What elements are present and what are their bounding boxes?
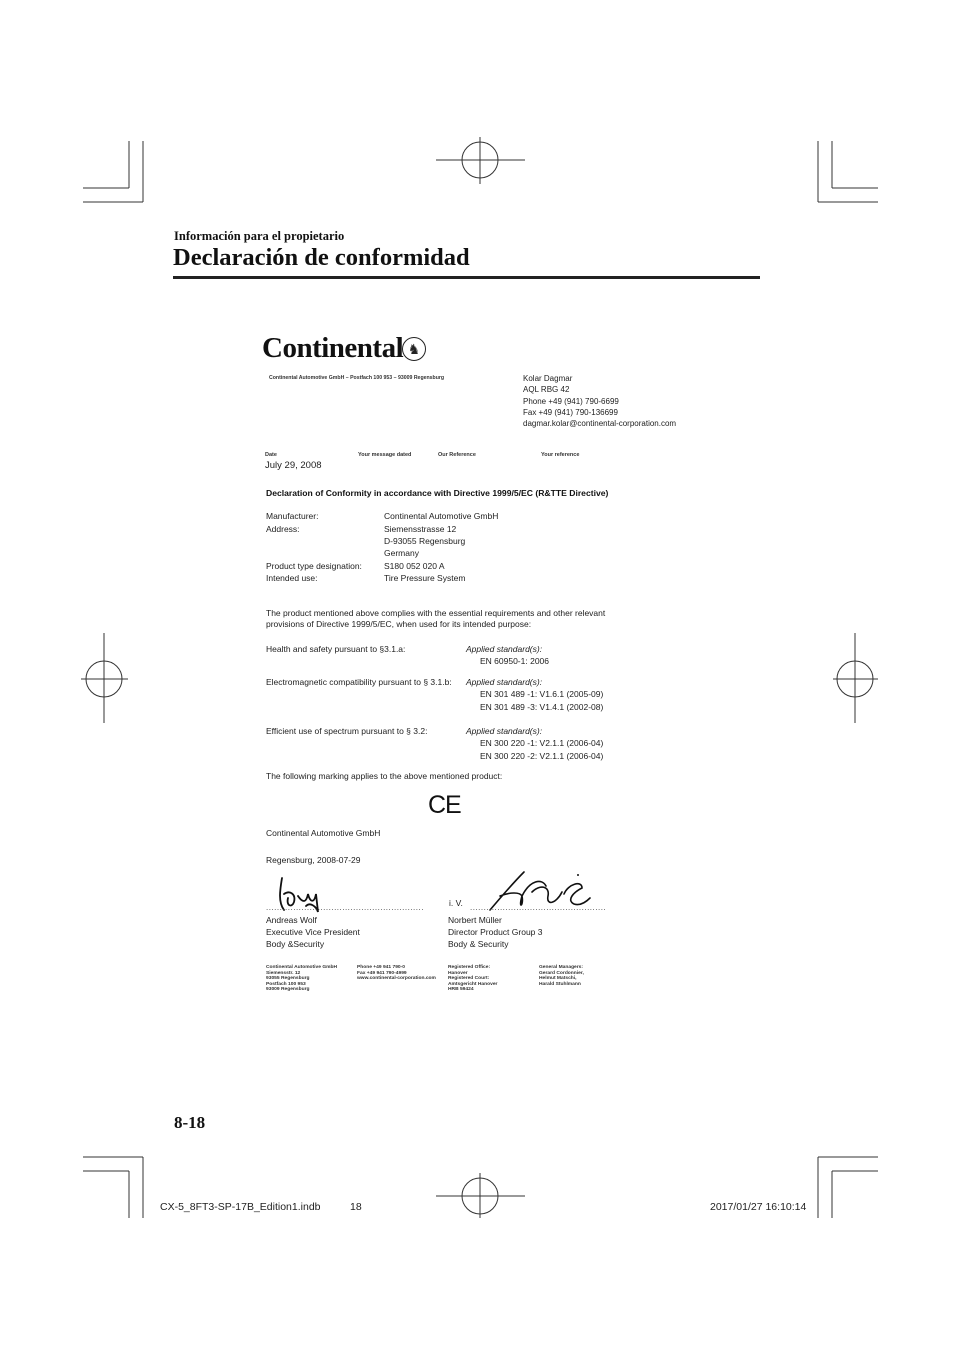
- footer-managers: [539, 965, 584, 987]
- requirement-label: Health and safety pursuant to §3.1.a:: [266, 644, 406, 654]
- print-file: CX-5_8FT3-SP-17B_Edition1.indb: [160, 1201, 321, 1213]
- compliance-statement: [266, 608, 626, 630]
- declaration-title: Declaration of Conformity in accordance with Directive 1999/5/EC (R&TTE Directive): [266, 488, 609, 498]
- footer-line: Amtsgericht Hanover: [448, 981, 498, 987]
- address-street: Siemensstrasse 12: [384, 524, 457, 534]
- manufacturer-value: Continental Automotive GmbH: [384, 511, 499, 521]
- footer-line: 93009 Regensburg: [266, 987, 310, 993]
- footer-line: Postfach 100 953: [266, 981, 306, 987]
- signatory-name: Andreas Wolf: [266, 915, 317, 925]
- contact-name: Kolar Dagmar: [523, 374, 573, 383]
- footer-company-address: [266, 965, 337, 993]
- contact-fax: Fax +49 (941) 790-136699: [523, 407, 618, 417]
- horse-emblem-icon: ♞: [402, 337, 426, 361]
- signatory-dept: Body & Security: [448, 939, 509, 950]
- section-label: Información para el propietario: [174, 229, 345, 243]
- footer-line: Fax +49 941 790-4999: [357, 970, 407, 976]
- compliance-line: The product mentioned above complies with the essential requirements and other relevant: [266, 608, 606, 618]
- footer-line: Helmut Matschi,: [539, 976, 577, 982]
- ref-header-date: Date: [265, 452, 277, 458]
- footer-line: 93055 Regensburg: [266, 976, 310, 982]
- requirement-standard: EN 60950-1: 2006: [480, 656, 549, 666]
- signature-prefix: i. V.: [449, 898, 463, 908]
- signature-line: ..........................................................: [266, 903, 424, 912]
- footer-line: Harald Stuhlmann: [539, 981, 581, 987]
- ref-header-your-reference: Your reference: [541, 452, 580, 458]
- footer-line: HRB 59424: [448, 987, 474, 993]
- requirement-label: Efficient use of spectrum pursuant to § 3.2:: [266, 726, 428, 736]
- signatory-name: Norbert Müller: [448, 915, 502, 925]
- footer-line: Registered Court:: [448, 976, 490, 982]
- contact-block: [523, 373, 676, 429]
- address-label: Address:: [266, 524, 300, 534]
- address-city: D-93055 Regensburg: [384, 536, 466, 546]
- requirement-standard: EN 301 489 -1: V1.6.1 (2005-09): [480, 689, 604, 699]
- ref-header-our-reference: Our Reference: [438, 452, 476, 458]
- contact-dept: AQL RBG 42: [523, 385, 570, 395]
- compliance-line: provisions of Directive 1999/5/EC, when used for its intended purpose:: [266, 619, 532, 629]
- logo-initial: C: [262, 332, 283, 364]
- footer-line: Siemensstr. 12: [266, 970, 301, 976]
- signatory-wolf: [266, 914, 360, 951]
- signature-line: ..................................................: [470, 903, 607, 912]
- print-timestamp: 2017/01/27 16:10:14: [710, 1201, 807, 1213]
- footer-line: Continental Automotive GmbH: [266, 965, 338, 970]
- contact-email: dagmar.kolar@continental-corporation.com: [523, 419, 677, 429]
- page-title: Declaración de conformidad: [173, 244, 470, 271]
- requirement-head: Applied standard(s):: [466, 726, 543, 736]
- product-value: S180 052 020 A: [384, 561, 445, 571]
- use-label: Intended use:: [266, 573, 318, 583]
- footer-phone: [357, 965, 436, 982]
- place-date: Regensburg, 2008-07-29: [266, 855, 361, 865]
- footer-line: Gerard Cordonnier,: [539, 970, 584, 976]
- footer-registered-office: [448, 965, 497, 993]
- footer-line: Registered Office:: [448, 965, 491, 970]
- requirement-standard: EN 300 220 -2: V2.1.1 (2006-04): [480, 751, 604, 761]
- footer-line: www.continental-corporation.com: [357, 976, 436, 982]
- title-rule: [173, 276, 760, 279]
- ce-mark: CE: [428, 791, 461, 819]
- logo-text: ontinental: [282, 332, 404, 364]
- print-page: 18: [350, 1201, 362, 1213]
- ref-header-your-message: Your message dated: [358, 452, 412, 458]
- manufacturer-label: Manufacturer:: [266, 511, 319, 521]
- requirement-head: Applied standard(s):: [466, 677, 543, 687]
- contact-phone: Phone +49 (941) 790-6699: [523, 396, 619, 406]
- letter-date: July 29, 2008: [265, 460, 322, 471]
- requirement-standard: EN 301 489 -3: V1.4.1 (2002-08): [480, 702, 604, 712]
- address-country: Germany: [384, 548, 419, 558]
- page-number: 8-18: [174, 1113, 206, 1132]
- continental-logo: [262, 332, 403, 365]
- signatory-dept: Body &Security: [266, 939, 325, 950]
- requirement-standard: EN 300 220 -1: V2.1.1 (2006-04): [480, 738, 604, 748]
- footer-line: Hanover: [448, 970, 468, 976]
- product-label: Product type designation:: [266, 561, 362, 571]
- footer-line: General Managers:: [539, 965, 584, 970]
- signatory-title: Director Product Group 3: [448, 927, 543, 938]
- signatory-mueller: [448, 914, 542, 951]
- requirement-head: Applied standard(s):: [466, 644, 543, 654]
- use-value: Tire Pressure System: [384, 573, 466, 583]
- sender-address-line: Continental Automotive GmbH – Postfach 100 953 – 93009 Regensburg: [269, 375, 445, 381]
- requirement-label: Electromagnetic compatibility pursuant to § 3.1.b:: [266, 677, 452, 687]
- signatory-title: Executive Vice President: [266, 927, 360, 938]
- company-name: Continental Automotive GmbH: [266, 828, 381, 838]
- marking-statement: The following marking applies to the above mentioned product:: [266, 771, 503, 781]
- footer-line: Phone +49 941 790-0: [357, 965, 405, 970]
